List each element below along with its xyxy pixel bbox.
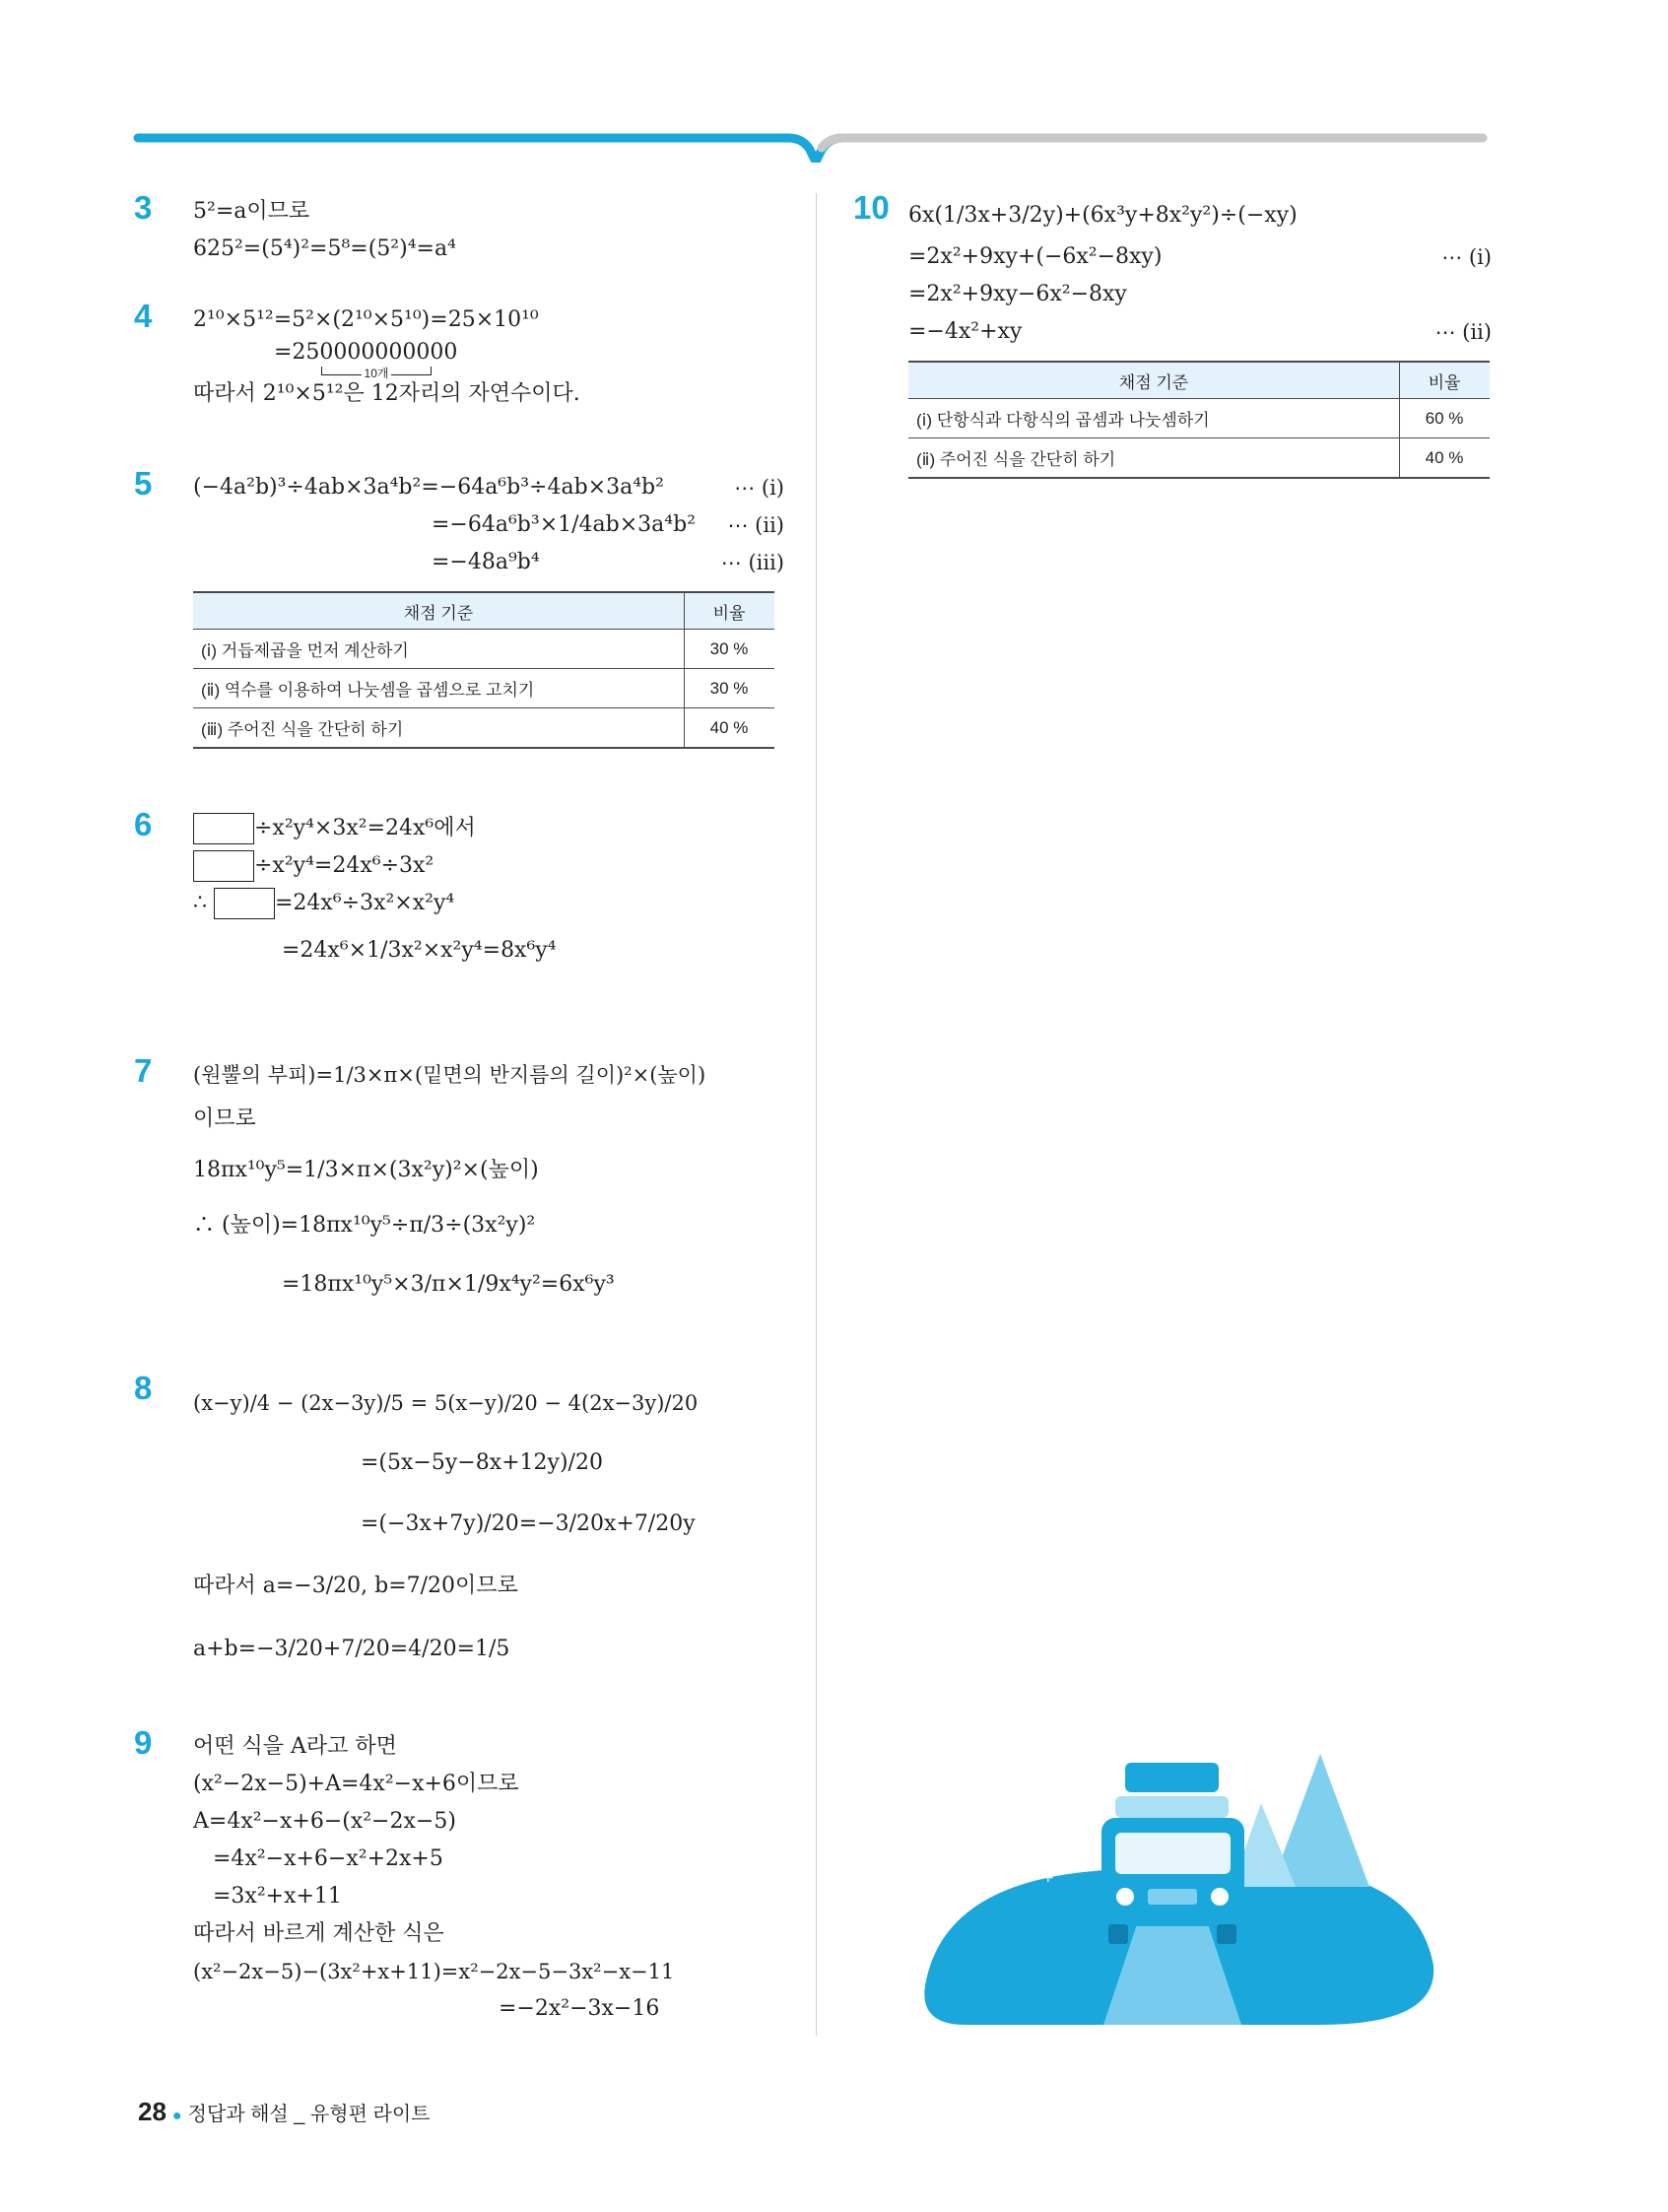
- table-row: [193, 669, 774, 708]
- expression: =−48a⁹b⁴: [432, 550, 540, 574]
- table-row: [908, 399, 1490, 438]
- solution-line: (x−y)/4 − (2x−3y)/5 = 5(x−y)/20 − 4(2x−3y)/20: [193, 1391, 699, 1415]
- expression: ÷x²y⁴=24x⁶÷3x²: [254, 853, 434, 878]
- table-header: 비율: [685, 592, 775, 630]
- solution-line: (원뿔의 부피)=1/3×π×(밑면의 반지름의 길이)²×(높이): [193, 1063, 706, 1087]
- solution-line: [193, 885, 784, 922]
- ratio-cell: 30 %: [685, 669, 775, 708]
- footer-text: 정답과 해설 _ 유형편 라이트: [187, 2104, 431, 2125]
- table-header: 채점 기준: [908, 362, 1400, 399]
- solution-line: A=4x²−x+6−(x²−2x−5): [193, 1809, 456, 1834]
- solution-line: =3x²+x+11: [213, 1884, 342, 1909]
- problem-number: 7: [134, 1052, 153, 1089]
- solution-line: =(−3x+7y)/20=−3/20x+7/20y: [361, 1511, 696, 1536]
- solution-line: =−2x²−3x−16: [499, 1996, 660, 2021]
- solution-line: =250000000000: [274, 340, 458, 365]
- solution-line: [193, 847, 784, 885]
- problem-7: [134, 1052, 784, 1334]
- table-row: [193, 630, 774, 669]
- blank-box: [193, 813, 254, 844]
- solution-line: a+b=−3/20+7/20=4/20=1/5: [193, 1637, 510, 1661]
- solution-line: 625²=(5⁴)²=5⁸=(5²)⁴=a⁴: [193, 236, 456, 261]
- grading-table: [193, 591, 774, 749]
- step-marker: ⋯ (ⅲ): [720, 551, 784, 574]
- solution-line: =18πx¹⁰y⁵×3/π×1/9x⁴y²=6x⁶y³: [282, 1272, 615, 1297]
- solution-line: [908, 238, 1492, 276]
- digit-count-brace: [321, 367, 432, 380]
- problem-10: [853, 189, 1492, 479]
- ratio-cell: 60 %: [1400, 399, 1491, 438]
- solution-line: (x²−2x−5)+A=4x²−x+6이므로: [193, 1772, 519, 1796]
- table-row: [193, 708, 774, 749]
- problem-3: [134, 189, 784, 262]
- right-column: [853, 189, 1492, 518]
- solution-line: =4x²−x+6−x²+2x+5: [213, 1846, 443, 1871]
- solution-line: [193, 810, 784, 847]
- solution-line: 5²=a이므로: [193, 199, 310, 224]
- solution-line: 따라서 바르게 계산한 식은: [193, 1921, 444, 1946]
- solution-line: 따라서 2¹⁰×5¹²은 12자리의 자연수이다.: [193, 381, 580, 406]
- step-marker: ⋯ (ⅱ): [1434, 320, 1492, 344]
- table-header: 비율: [1400, 362, 1491, 399]
- problem-5: [134, 465, 784, 771]
- step-marker: ⋯ (ⅱ): [727, 513, 784, 537]
- criterion-cell: (ⅰ) 단항식과 다항식의 곱셈과 나눗셈하기: [908, 399, 1400, 438]
- column-divider: [816, 193, 817, 2036]
- blank-box: [193, 850, 254, 882]
- therefore-symbol: ∴: [193, 891, 207, 915]
- criterion-cell: (ⅱ) 역수를 이용하여 나눗셈을 곱셈으로 고치기: [193, 669, 685, 708]
- solution-line: =24x⁶×1/3x²×x²y⁴=8x⁶y⁴: [282, 938, 557, 963]
- problem-number: 4: [134, 298, 153, 334]
- problem-number: 3: [134, 189, 153, 226]
- blank-box: [214, 888, 275, 919]
- step-marker: ⋯ (ⅰ): [1441, 245, 1492, 269]
- step-marker: ⋯ (ⅰ): [734, 476, 784, 500]
- expression: =−64a⁶b³×1/4ab×3a⁴b²: [432, 512, 697, 537]
- table-header: 채점 기준: [193, 592, 685, 630]
- solution-line: 6x(1/3x+3/2y)+(6x³y+8x²y²)÷(−xy): [908, 203, 1298, 228]
- problem-number: 5: [134, 465, 153, 502]
- solution-line: [193, 506, 784, 544]
- page-number: 28: [138, 2097, 167, 2126]
- solution-line: (x²−2x−5)−(3x²+x+11)=x²−2x−5−3x²−x−11: [193, 1960, 675, 1983]
- car-illustration: [906, 1739, 1438, 2035]
- problem-number: 10: [853, 189, 890, 226]
- problem-4: [134, 298, 784, 430]
- criterion-cell: (ⅰ) 거듭제곱을 먼저 계산하기: [193, 630, 685, 669]
- bullet-icon: ●: [171, 2108, 182, 2124]
- expression: =2x²+9xy+(−6x²−8xy): [908, 244, 1163, 269]
- ratio-cell: 40 %: [1400, 438, 1491, 479]
- problem-number: 8: [134, 1370, 153, 1406]
- expression: (−4a²b)³÷4ab×3a⁴b²=−64a⁶b³÷4ab×3a⁴b²: [193, 475, 664, 500]
- problem-8: [134, 1370, 784, 1689]
- problem-6: [134, 806, 784, 1017]
- solution-line: 따라서 a=−3/20, b=7/20이므로: [193, 1574, 518, 1598]
- left-column: [134, 189, 784, 2083]
- problem-9: [134, 1724, 784, 2044]
- solution-line: [908, 313, 1492, 351]
- criterion-cell: (ⅲ) 주어진 식을 간단히 하기: [193, 708, 685, 749]
- criterion-cell: (ⅱ) 주어진 식을 간단히 하기: [908, 438, 1400, 479]
- solution-line: [193, 469, 784, 506]
- solution-line: 어떤 식을 A라고 하면: [193, 1734, 397, 1759]
- svg-text:+: +: [1042, 1870, 1054, 1886]
- svg-text:+ +: + +: [1034, 1852, 1066, 1871]
- ratio-cell: 30 %: [685, 630, 775, 669]
- grading-table: [908, 361, 1490, 479]
- header-bar: [0, 0, 1668, 163]
- problem-number: 6: [134, 806, 153, 842]
- solution-line: 2¹⁰×5¹²=5²×(2¹⁰×5¹⁰)=25×10¹⁰: [193, 307, 539, 332]
- solution-line: ∴ (높이)=18πx¹⁰y⁵÷π/3÷(3x²y)²: [193, 1213, 536, 1238]
- digit-count-label: 10개: [362, 367, 392, 380]
- expression: ÷x²y⁴×3x²=24x⁶에서: [254, 816, 476, 840]
- ratio-cell: 40 %: [685, 708, 775, 749]
- solution-line: 이므로: [193, 1106, 256, 1131]
- problem-number: 9: [134, 1724, 153, 1761]
- solution-line: 18πx¹⁰y⁵=1/3×π×(3x²y)²×(높이): [193, 1158, 539, 1182]
- solution-line: =(5x−5y−8x+12y)/20: [361, 1450, 603, 1475]
- solution-line: [193, 544, 784, 581]
- table-row: [908, 438, 1490, 479]
- expression: =−4x²+xy: [908, 319, 1023, 344]
- solution-line: =2x²+9xy−6x²−8xy: [908, 282, 1127, 306]
- page-footer: [138, 2097, 430, 2127]
- expression: =24x⁶÷3x²×x²y⁴: [275, 891, 455, 915]
